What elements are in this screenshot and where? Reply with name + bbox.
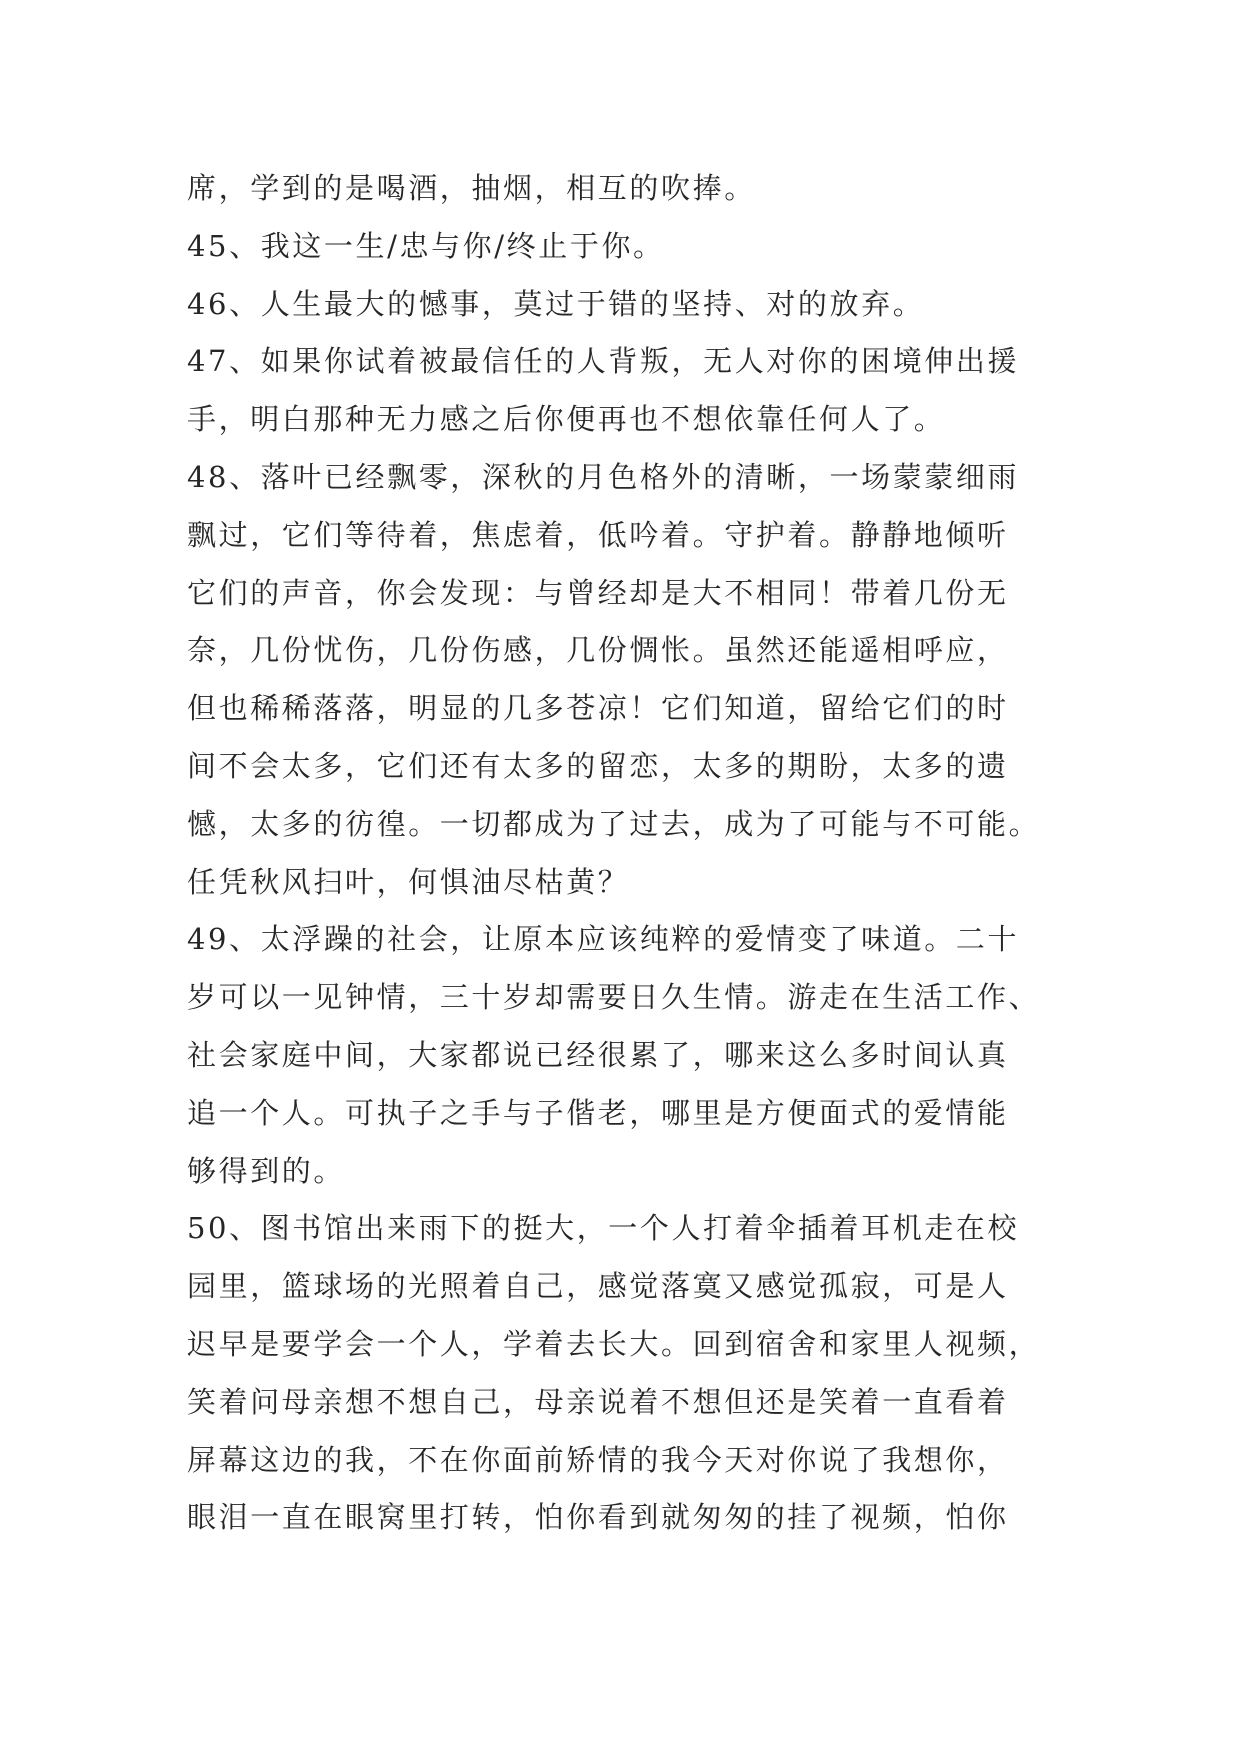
text-line: 但也稀稀落落，明显的几多苍凉！它们知道，留给它们的时 <box>187 691 1009 726</box>
text-line: 迟早是要学会一个人，学着去长大。回到宿舍和家里人视频， <box>187 1326 1041 1361</box>
text-line: 46、人生最大的憾事，莫过于错的坚持、对的放弃。 <box>187 286 925 321</box>
text-line: 手，明白那种无力感之后你便再也不想依靠任何人了。 <box>187 402 946 437</box>
text-line: 园里，篮球场的光照着自己，感觉落寞又感觉孤寂，可是人 <box>187 1269 1009 1304</box>
text-line: 50、图书馆出来雨下的挺大，一个人打着伞插着耳机走在校 <box>187 1211 1020 1246</box>
text-line: 飘过，它们等待着，焦虑着，低吟着。守护着。静静地倾听 <box>187 517 1009 552</box>
text-line: 屏幕这边的我，不在你面前矫情的我今天对你说了我想你， <box>187 1442 1009 1477</box>
text-line: 社会家庭中间，大家都说已经很累了，哪来这么多时间认真 <box>187 1037 1009 1072</box>
text-line: 48、落叶已经飘零，深秋的月色格外的清晰，一场蒙蒙细雨 <box>187 459 1020 494</box>
text-line: 间不会太多，它们还有太多的留恋，太多的期盼，太多的遗 <box>187 748 1009 783</box>
text-line: 奈，几份忧伤，几份伤感，几份惆怅。虽然还能遥相呼应， <box>187 633 1009 668</box>
text-line: 席，学到的是喝酒，抽烟，相互的吹捧。 <box>187 171 756 205</box>
text-line: 憾，太多的彷徨。一切都成为了过去，成为了可能与不可能。 <box>187 806 1041 841</box>
body-text <box>187 160 1067 1547</box>
text-line: 追一个人。可执子之手与子偕老，哪里是方便面式的爱情能 <box>187 1095 1009 1130</box>
text-line: 岁可以一见钟情，三十岁却需要日久生情。游走在生活工作、 <box>187 980 1041 1015</box>
text-line: 够得到的。 <box>187 1153 346 1188</box>
text-line: 47、如果你试着被最信任的人背叛，无人对你的困境伸出援 <box>187 344 1020 379</box>
text-line: 它们的声音，你会发现：与曾经却是大不相同！带着几份无 <box>187 575 1009 610</box>
text-line: 任凭秋风扫叶，何惧油尽枯黄？ <box>187 864 630 899</box>
text-line: 眼泪一直在眼窝里打转，怕你看到就匆匆的挂了视频，怕你 <box>187 1500 1009 1535</box>
text-line: 45、我这一生/忠与你/终止于你。 <box>187 228 665 263</box>
text-line: 笑着问母亲想不想自己，母亲说着不想但还是笑着一直看着 <box>187 1384 1009 1419</box>
text-line: 49、太浮躁的社会，让原本应该纯粹的爱情变了味道。二十 <box>187 922 1020 957</box>
